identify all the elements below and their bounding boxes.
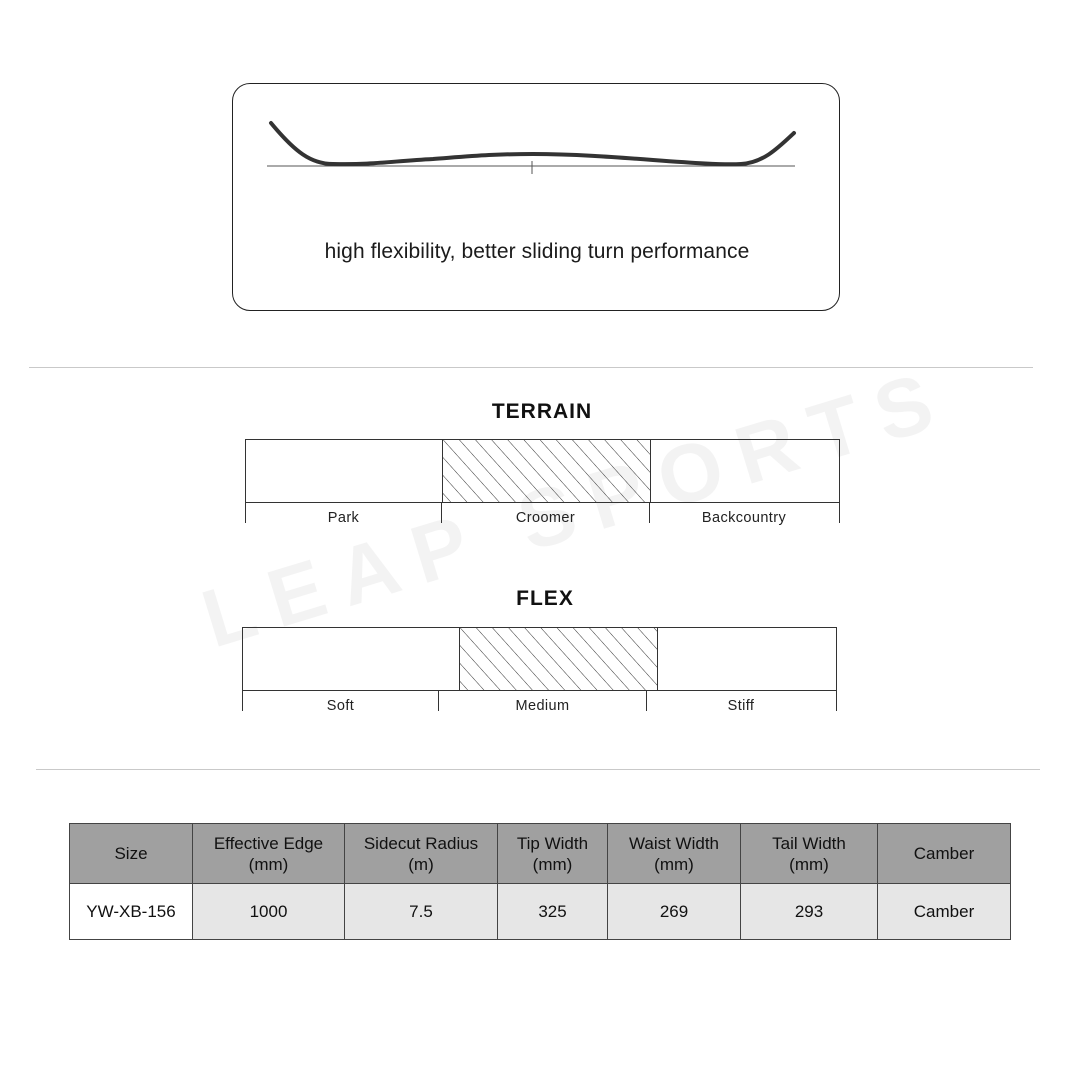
header-line: Waist Width: [628, 833, 720, 853]
header-tip-width: [498, 824, 608, 884]
camber-profile-icon: [233, 84, 841, 312]
table-row: [70, 884, 1011, 940]
header-unit: (m): [408, 854, 434, 874]
header-unit: (mm): [789, 854, 829, 874]
flex-segment-soft: [243, 628, 460, 690]
header-line: Size: [114, 844, 148, 863]
terrain-title: TERRAIN: [491, 400, 593, 423]
terrain-segment-backcountry: [651, 440, 839, 502]
header-line: Effective Edge: [213, 833, 324, 853]
header-tail-width: [741, 824, 878, 884]
terrain-label-backcountry: Backcountry: [701, 510, 787, 526]
profile-description: high flexibility, better sliding turn performance: [324, 240, 750, 263]
flex-label-soft: Soft: [326, 698, 355, 714]
cell-tip-width: 325: [498, 884, 608, 940]
table-header-row: [70, 824, 1011, 884]
terrain-segment-croomer-selected: [442, 440, 651, 502]
flex-tick: [836, 690, 837, 711]
terrain-label-croomer: Croomer: [515, 510, 576, 526]
cell-effective-edge: 1000: [193, 884, 345, 940]
header-line: Camber: [913, 844, 975, 863]
flex-title: FLEX: [516, 587, 574, 610]
header-sidecut-radius: [345, 824, 498, 884]
flex-label-stiff: Stiff: [727, 698, 755, 714]
header-waist-width: [608, 824, 741, 884]
cell-size: YW-XB-156: [70, 884, 193, 940]
header-unit: (mm): [248, 854, 289, 874]
flex-label-medium: Medium: [515, 698, 570, 714]
cell-camber: Camber: [878, 884, 1011, 940]
hatch-pattern-icon: [443, 440, 650, 502]
cell-waist-width: 269: [608, 884, 741, 940]
terrain-tick: [839, 502, 840, 523]
terrain-segment-park: [246, 440, 443, 502]
cell-tail-width: 293: [741, 884, 878, 940]
header-line: Tip Width: [516, 833, 589, 853]
terrain-label-park: Park: [327, 510, 360, 526]
section-divider: [36, 769, 1040, 770]
header-size: [70, 824, 193, 884]
flex-segment-stiff: [658, 628, 836, 690]
header-unit: (mm): [654, 854, 694, 874]
hatch-pattern-icon: [460, 628, 657, 690]
flex-segment-medium-selected: [459, 628, 658, 690]
flex-meter: [242, 627, 837, 691]
cell-sidecut-radius: 7.5: [345, 884, 498, 940]
header-unit: (mm): [532, 854, 573, 874]
board-profile-card: [232, 83, 840, 311]
header-line: Tail Width: [772, 833, 846, 853]
header-line: Sidecut Radius: [363, 833, 479, 853]
header-camber: [878, 824, 1011, 884]
spec-table: [69, 823, 1011, 940]
terrain-meter: [245, 439, 840, 503]
header-effective-edge: [193, 824, 345, 884]
